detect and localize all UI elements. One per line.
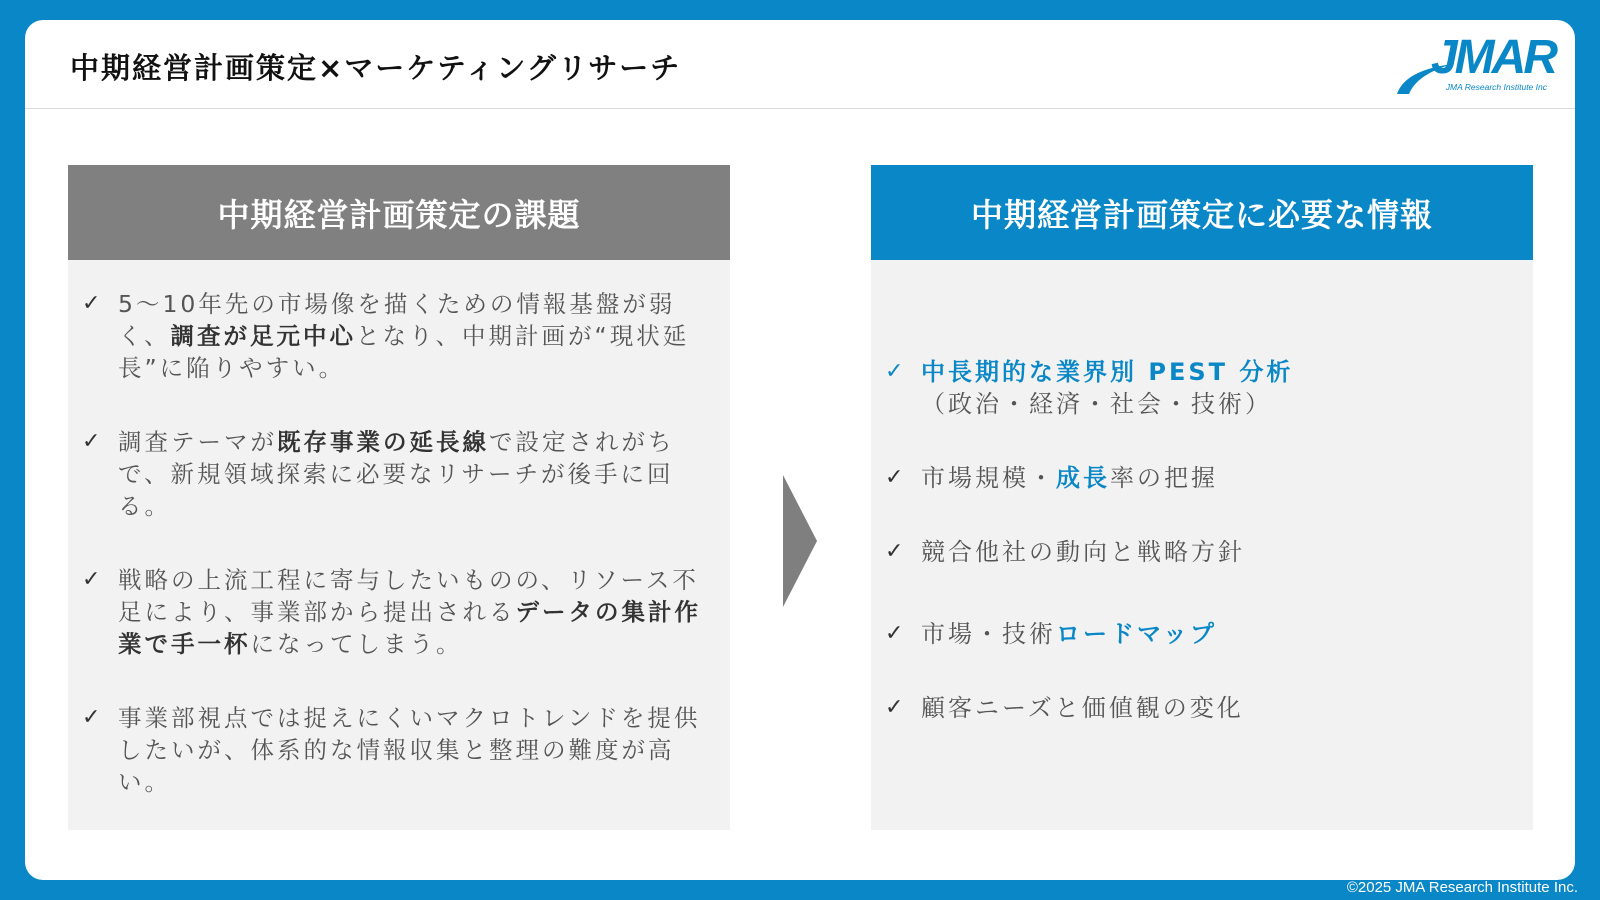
issue-text: 調査テーマが既存事業の延長線で設定されがちで、新規領域探索に必要なリサーチが後手に回る。 xyxy=(118,428,675,520)
slide xyxy=(25,20,1575,880)
list-item xyxy=(885,356,1515,420)
check-icon: ✓ xyxy=(885,539,907,564)
check-icon: ✓ xyxy=(82,705,104,730)
list-item xyxy=(82,564,712,660)
need-text: 市場・技術ロードマップ xyxy=(921,620,1218,648)
need-text: 競合他社の動向と戦略方針 xyxy=(921,538,1245,566)
page-title: 中期経営計画策定×マーケティングリサーチ xyxy=(70,51,682,85)
check-icon: ✓ xyxy=(885,621,907,646)
list-item xyxy=(885,692,1515,724)
check-icon: ✓ xyxy=(82,291,104,316)
check-icon: ✓ xyxy=(82,567,104,592)
copyright: ©2025 JMA Research Institute Inc. xyxy=(1346,879,1578,896)
issue-text: 5～10年先の市場像を描くための情報基盤が弱く、調査が足元中心となり、中期計画が“現状延長”に陥りやすい。 xyxy=(118,290,690,382)
issues-list xyxy=(68,260,730,798)
list-item xyxy=(885,618,1515,650)
arrow-right-icon xyxy=(783,475,819,607)
check-icon: ✓ xyxy=(885,359,907,384)
check-icon: ✓ xyxy=(885,465,907,490)
list-item xyxy=(82,702,712,798)
logo-subtitle: JMA Research Institute Inc xyxy=(1445,82,1547,92)
need-text: 市場規模・成長率の把握 xyxy=(921,464,1218,492)
need-text: 顧客ニーズと価値観の変化 xyxy=(921,694,1244,722)
list-item xyxy=(82,426,712,522)
header xyxy=(25,20,1575,109)
list-item xyxy=(885,536,1515,568)
needs-panel xyxy=(871,165,1533,830)
needs-panel-title: 中期経営計画策定に必要な情報 xyxy=(871,165,1533,260)
issue-text: 戦略の上流工程に寄与したいものの、リソース不足により、事業部から提出されるデータの集計作業で手一杯になってしまう。 xyxy=(118,566,701,658)
issue-text: 事業部視点では捉えにくいマクロトレンドを提供したいが、体系的な情報収集と整理の難度が高い。 xyxy=(118,704,701,796)
needs-list xyxy=(871,260,1533,724)
issues-panel-title: 中期経営計画策定の課題 xyxy=(68,165,730,260)
check-icon: ✓ xyxy=(885,695,907,720)
check-icon: ✓ xyxy=(82,429,104,454)
list-item xyxy=(885,462,1515,494)
issues-panel xyxy=(68,165,730,830)
logo-text: JMAR xyxy=(1430,31,1555,84)
list-item xyxy=(82,288,712,384)
need-text: 中長期的な業界別 PEST 分析 （政治・経済・社会・技術） xyxy=(921,358,1294,418)
